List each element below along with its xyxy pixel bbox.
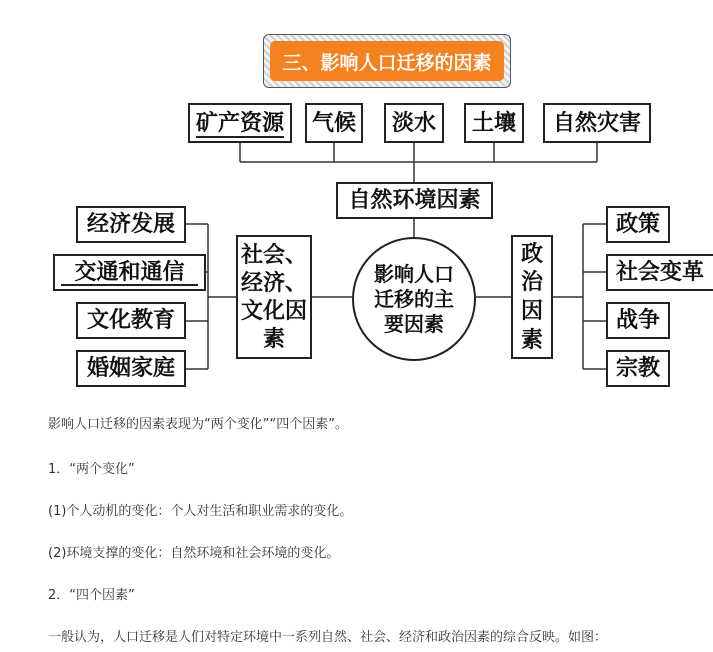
factor-natural-disasters: 自然灾害 <box>543 103 651 143</box>
factor-economic-development: 经济发展 <box>76 206 186 243</box>
main-factors-circle: 影响人口迁移的主要因素 <box>352 237 476 361</box>
factor-climate: 气候 <box>305 103 363 143</box>
title-banner: 三、影响人口迁移的因素 <box>270 41 504 81</box>
factor-religion: 宗教 <box>606 350 670 387</box>
factor-education: 文化教育 <box>76 302 186 339</box>
paragraph-general-view: 一般认为，人口迁移是人们对特定环境中一系列自然、社会、经济和政治因素的综合反映。如图： <box>48 630 608 645</box>
paragraph-personal-motivation: (1)个人动机的变化：个人对生活和职业需求的变化。 <box>48 504 353 519</box>
factor-fresh-water: 淡水 <box>384 103 444 143</box>
factor-war: 战争 <box>606 302 670 339</box>
social-factors-label: 社会、经济、文化因素 <box>236 235 312 359</box>
heading-two-changes: 1．“两个变化” <box>48 462 135 477</box>
factor-marriage-family: 婚姻家庭 <box>76 350 186 387</box>
factor-mineral-resources: 矿产资源 <box>188 103 292 143</box>
natural-factors-label: 自然环境因素 <box>336 182 493 219</box>
paragraph-environment-support: (2)环境支撑的变化：自然环境和社会环境的变化。 <box>48 546 340 561</box>
heading-four-factors: 2．“四个因素” <box>48 588 135 603</box>
factor-transport-communication: 交通和通信 <box>53 254 206 291</box>
factor-policy: 政策 <box>606 206 670 243</box>
paragraph-intro: 影响人口迁移的因素表现为“两个变化”“四个因素”。 <box>48 417 348 432</box>
political-factors-label: 政治因素 <box>511 235 553 359</box>
factor-soil: 土壤 <box>464 103 524 143</box>
factor-social-change: 社会变革 <box>606 254 713 291</box>
